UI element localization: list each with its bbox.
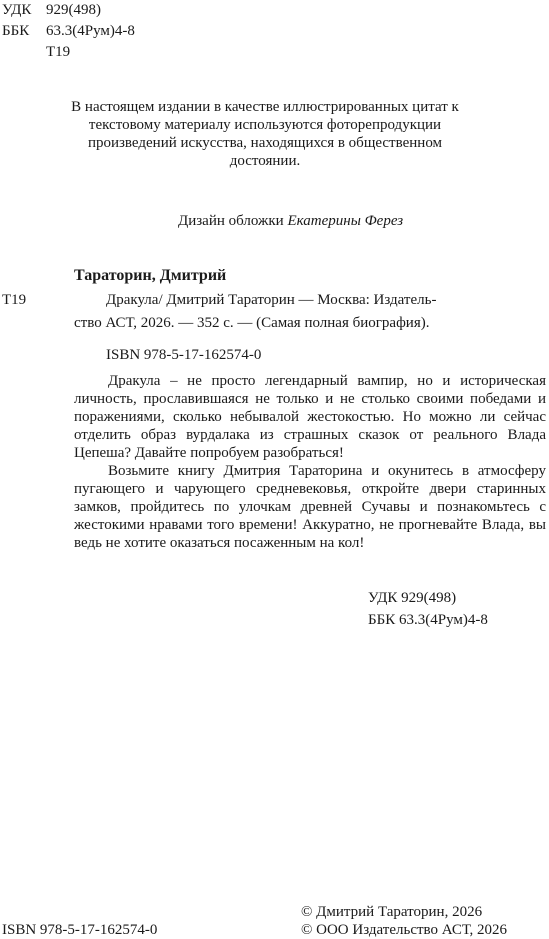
- author-heading: Тараторин, Дмитрий: [74, 267, 227, 284]
- udk-label: УДК: [2, 2, 32, 18]
- cover-design-credit: [178, 212, 403, 230]
- author-mark: Т19: [46, 44, 71, 60]
- annotation-paragraph-2: Возьмите книгу Дмитрия Тараторина и окунитесь в атмосферу пугающего и чарующего средневековья, откройте двери старинных замков, пройдитесь по улочкам древней Сучавы и познакомьтесь с жестокими нравами того времени! Аккуратно, не прогневайте Влада, вы ведь не хотите оказаться посаженным на кол!: [74, 463, 546, 551]
- bbk-line: [2, 22, 135, 40]
- udk-repeat: УДК 929(498): [368, 590, 457, 606]
- annotation-paragraph-1: Дракула – не просто легендарный вампир, но и историческая личность, прославившаяся не только и не столько своими победами и поражениями, сколько небывалой жестокостью. Но можно ли сейчас отделить образ вурдалака из страшных сказок от реального Влада Цепеша? Давайте попробуем разобраться!: [74, 373, 546, 461]
- record-line-2: ство АСТ, 2026. — 352 с. — (Самая полная биография).: [74, 315, 430, 331]
- annotation: [74, 372, 546, 552]
- udk-value: 929(498): [46, 2, 101, 18]
- bbk-value: 63.3(4Рум)4-8: [46, 23, 135, 39]
- cover-designer-name: Екатерины Ферез: [287, 213, 404, 229]
- record-line-1: Дракула/ Дмитрий Тараторин — Москва: Издатель-: [106, 292, 437, 308]
- copyright-author: © Дмитрий Тараторин, 2026: [301, 904, 483, 920]
- bbk-repeat: ББК 63.3(4Рум)4-8: [368, 612, 488, 628]
- udk-line: [2, 1, 101, 19]
- footer-isbn: ISBN 978-5-17-162574-0: [2, 922, 158, 938]
- cover-design-prefix: Дизайн обложки: [178, 213, 288, 229]
- public-domain-notice: В настоящем издании в качестве иллюстрированных цитат к текстовому материалу используются фоторепродукции произведений искусства, находящихся в общественном достоянии.: [71, 99, 459, 169]
- record-isbn: ISBN 978-5-17-162574-0: [106, 347, 262, 363]
- bbk-label: ББК: [2, 23, 30, 39]
- copyright-publisher: © ООО Издательство АСТ, 2026: [301, 922, 508, 938]
- record-author-mark: Т19: [2, 292, 27, 308]
